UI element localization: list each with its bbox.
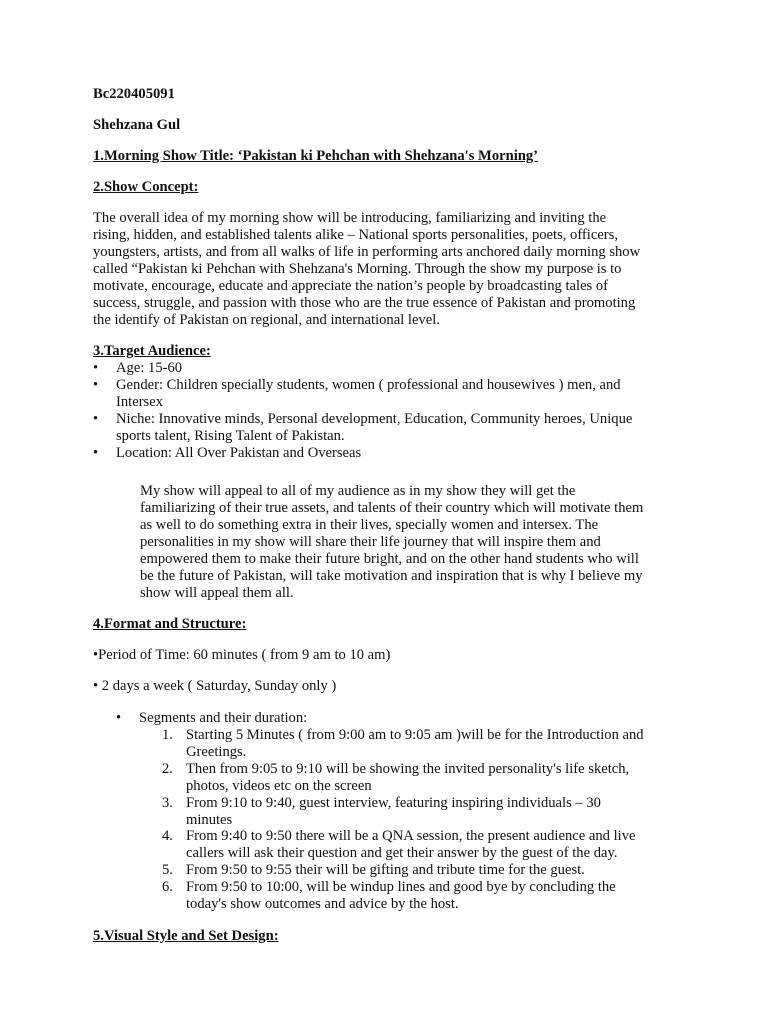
student-id: Bc220405091	[93, 86, 175, 102]
segment-line: Starting 5 Minutes ( from 9:00 am to 9:05 am )will be for the Introduction and	[186, 727, 644, 743]
concept-line: called “Pakistan ki Pehchan with Shehzana's Morning. Through the show my purpose is to	[93, 261, 622, 277]
list-item	[116, 710, 683, 727]
segment-item	[162, 879, 683, 913]
appeal-line: show will appeal them all.	[140, 585, 294, 601]
list-item	[93, 377, 683, 411]
segment-number: 4.	[162, 828, 173, 845]
appeal-paragraph	[140, 483, 683, 602]
visual-style-heading: 5.Visual Style and Set Design:	[93, 927, 279, 944]
segment-line: From 9:50 to 9:55 their will be gifting and tribute time for the guest.	[186, 862, 585, 879]
list-item-line: sports talent, Rising Talent of Pakistan.	[116, 428, 345, 444]
concept-line: motivate, encourage, educate and appreciate the nation’s people by broadcasting tales of	[93, 278, 609, 294]
appeal-line: empowered them to make their future bright, and on the other hand students who will	[140, 551, 639, 567]
segment-number: 2.	[162, 760, 173, 777]
list-item-line: Niche: Innovative minds, Personal development, Education, Community heroes, Unique	[116, 411, 633, 427]
segment-line: photos, videos etc on the screen	[186, 777, 372, 794]
list-item	[93, 411, 683, 445]
list-item-line: Location: All Over Pakistan and Overseas	[116, 445, 362, 461]
author-name: Shehzana Gul	[93, 117, 181, 133]
segment-number: 6.	[162, 879, 173, 896]
appeal-line: as well to do something extra in their lives, specially women and intersex. The	[140, 517, 599, 533]
segment-line: callers will ask their question and get their answer by the guest of the day.	[186, 845, 618, 862]
segments-label: Segments and their duration:	[139, 710, 308, 726]
segment-line: From 9:50 to 10:00, will be windup lines and good bye by concluding the	[186, 879, 616, 896]
show-title-heading: 1.Morning Show Title: ‘Pakistan ki Pehchan with Shehzana's Morning’	[93, 148, 539, 164]
list-item-line: Gender: Children specially students, women ( professional and housewives ) men, and	[116, 377, 621, 393]
segments-bullet	[116, 710, 683, 727]
appeal-line: be the future of Pakistan, will take motivation and inspiration that is why I believe my	[140, 568, 643, 584]
segment-number: 1.	[162, 727, 173, 743]
concept-line: The overall idea of my morning show will be introducing, familiarizing and inviting the	[93, 210, 607, 226]
segment-line: Then from 9:05 to 9:10 will be showing the invited personality's life sketch,	[186, 760, 630, 777]
concept-paragraph	[93, 210, 683, 329]
format-heading: 4.Format and Structure:	[93, 616, 247, 632]
list-item	[93, 445, 683, 462]
segment-line: today's show outcomes and advice by the host.	[186, 896, 459, 913]
appeal-line: familiarizing of their true assets, and talents of their country which will motivate them	[140, 500, 644, 516]
segment-line: From 9:40 to 9:50 there will be a QNA session, the present audience and live	[186, 828, 636, 845]
concept-line: rising, hidden, and established talents alike – National sports personalities, poets, officers,	[93, 227, 618, 243]
appeal-line: personalities in my show will share their life journey that will inspire them and	[140, 534, 601, 550]
segment-item	[162, 761, 683, 795]
segment-number: 5.	[162, 862, 173, 879]
segments-block	[116, 710, 683, 913]
concept-line: youngsters, artists, and from all walks of life in performing arts anchored daily morning show	[93, 244, 641, 260]
segment-line: minutes	[186, 811, 233, 828]
show-concept-heading: 2.Show Concept:	[93, 179, 199, 195]
concept-line: success, struggle, and passion with those who are the true essence of Pakistan and promoting	[93, 295, 636, 311]
segment-line: Greetings.	[186, 743, 247, 760]
segment-item	[162, 828, 683, 862]
list-item	[93, 360, 683, 377]
list-item-line: Intersex	[116, 394, 164, 410]
segment-item	[162, 795, 683, 829]
audience-list	[93, 360, 683, 462]
segment-item	[162, 862, 683, 879]
segment-item	[162, 727, 683, 761]
target-audience-heading: 3.Target Audience:	[93, 343, 211, 359]
segments-list	[162, 727, 683, 913]
appeal-line: My show will appeal to all of my audience as in my show they will get the	[140, 483, 576, 499]
segment-number: 3.	[162, 794, 173, 811]
concept-line: the identify of Pakistan on regional, and international level.	[93, 312, 440, 328]
document-page	[93, 86, 683, 945]
segment-line: From 9:10 to 9:40, guest interview, featuring inspiring individuals – 30	[186, 794, 601, 811]
period-line: •Period of Time: 60 minutes ( from 9 am to 10 am)	[93, 647, 391, 663]
days-line: • 2 days a week ( Saturday, Sunday only )	[93, 678, 337, 694]
list-item-line: Age: 15-60	[116, 360, 183, 376]
